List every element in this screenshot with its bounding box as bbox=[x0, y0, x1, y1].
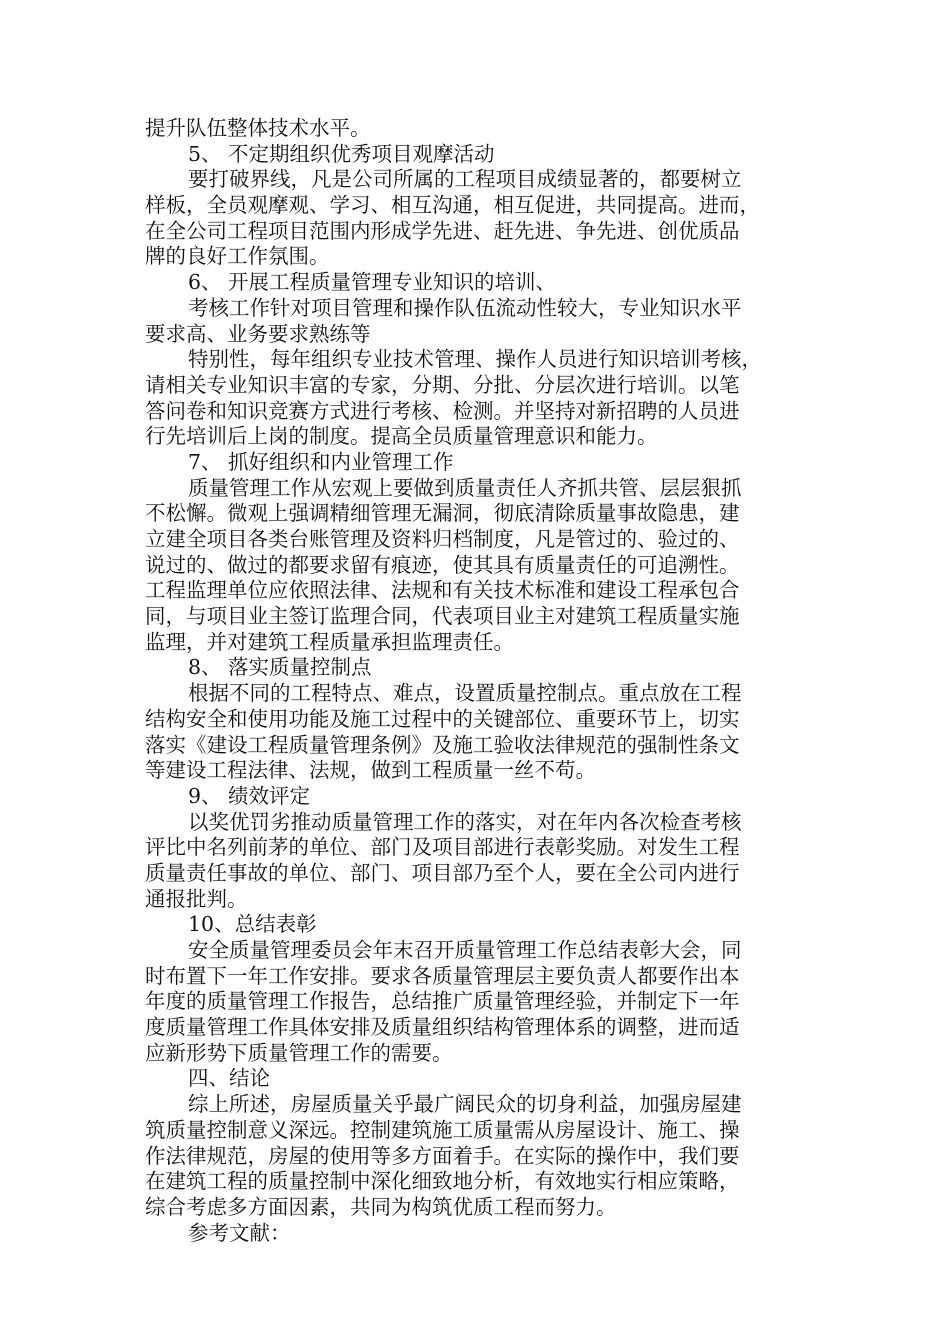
section-heading: 8、 落实质量控制点 bbox=[188, 655, 372, 680]
section-heading: 10、总结表彰 bbox=[188, 912, 317, 937]
section-heading: 四、结论 bbox=[188, 1066, 270, 1091]
text-line: 提升队伍整体技术水平。 bbox=[145, 116, 371, 140]
paragraph-line: 考核工作针对项目管理和操作队伍流动性较大，专业知识水平 bbox=[188, 295, 742, 320]
text-line: 监理，并对建筑工程质量承担监理责任。 bbox=[145, 629, 514, 654]
text-line: 样板，全员观摩观、学习、相互沟通，相互促进，共同提高。进而， bbox=[145, 193, 760, 218]
text-line: 年度的质量管理工作报告，总结推广质量管理经验，并制定下一年 bbox=[145, 989, 740, 1014]
text-line: 评比中名列前茅的单位、部门及项目部进行表彰奖励。对发生工程 bbox=[145, 835, 740, 860]
text-line: 结构安全和使用功能及施工过程中的关键部位、重要环节上，切实 bbox=[145, 706, 740, 731]
text-line: 通报批判。 bbox=[145, 886, 248, 911]
section-heading: 6、 开展工程质量管理专业知识的培训、 bbox=[188, 270, 557, 295]
paragraph-line: 特别性，每年组织专业技术管理、操作人员进行知识培训考核， bbox=[188, 347, 762, 372]
text-line: 作法律规范，房屋的使用等多方面着手。在实际的操作中，我们要 bbox=[145, 1143, 740, 1168]
text-line: 综合考虑多方面因素，共同为构筑优质工程而努力。 bbox=[145, 1194, 617, 1219]
text-line: 同，与项目业主签订监理合同，代表项目业主对建筑工程质量实施 bbox=[145, 604, 740, 629]
text-line: 筑质量控制意义深远。控制建筑施工质量需从房屋设计、施工、操 bbox=[145, 1117, 740, 1142]
text-line: 在全公司工程项目范围内形成学先进、赶先进、争先进、创优质品 bbox=[145, 218, 740, 243]
section-heading: 7、 抓好组织和内业管理工作 bbox=[188, 449, 454, 474]
document-page bbox=[145, 116, 805, 1246]
text-line: 牌的良好工作氛围。 bbox=[145, 244, 330, 269]
text-line: 答问卷和知识竞赛方式进行考核、检测。并坚持对新招聘的人员进 bbox=[145, 398, 740, 423]
text-line: 不松懈。微观上强调精细管理无漏洞，彻底清除质量事故隐患，建 bbox=[145, 501, 740, 526]
paragraph-line: 以奖优罚劣推动质量管理工作的落实，对在年内各次检查考核 bbox=[188, 809, 742, 834]
text-line: 请相关专业知识丰富的专家，分期、分批、分层次进行培训。以笔 bbox=[145, 372, 740, 397]
text-line: 工程监理单位应依照法律、法规和有关技术标准和建设工程承包合 bbox=[145, 578, 740, 603]
references-heading: 参考文献： bbox=[188, 1220, 291, 1245]
text-line: 度质量管理工作具体安排及质量组织结构管理体系的调整，进而适 bbox=[145, 1015, 740, 1040]
text-line: 质量责任事故的单位、部门、项目部乃至个人，要在全公司内进行 bbox=[145, 860, 740, 885]
paragraph-line: 综上所述，房屋质量关乎最广阔民众的切身利益，加强房屋建 bbox=[188, 1092, 742, 1117]
text-line: 说过的、做过的都要求留有痕迹，使其具有质量责任的可追溯性。 bbox=[145, 552, 740, 577]
text-line: 等建设工程法律、法规，做到工程质量一丝不苟。 bbox=[145, 758, 596, 783]
section-heading: 5、 不定期组织优秀项目观摩活动 bbox=[188, 141, 495, 166]
section-heading: 9、 绩效评定 bbox=[188, 783, 311, 808]
paragraph-line: 要打破界线，凡是公司所属的工程项目成绩显著的，都要树立 bbox=[188, 167, 742, 192]
text-line: 立建全项目各类台账管理及资料归档制度，凡是管过的、验过的、 bbox=[145, 527, 740, 551]
text-line: 落实《建设工程质量管理条例》及施工验收法律规范的强制性条文 bbox=[145, 732, 740, 757]
paragraph-line: 安全质量管理委员会年末召开质量管理工作总结表彰大会，同 bbox=[188, 938, 742, 962]
paragraph-line: 根据不同的工程特点、难点，设置质量控制点。重点放在工程 bbox=[188, 681, 742, 706]
paragraph-line: 质量管理工作从宏观上要做到质量责任人齐抓共管、层层狠抓 bbox=[188, 475, 742, 500]
text-line: 要求高、业务要求熟练等 bbox=[145, 321, 371, 346]
text-line: 时布置下一年工作安排。要求各质量管理层主要负责人都要作出本 bbox=[145, 963, 740, 988]
text-line: 行先培训后上岗的制度。提高全员质量管理意识和能力。 bbox=[145, 424, 658, 449]
text-line: 在建筑工程的质量控制中深化细致地分析，有效地实行相应策略， bbox=[145, 1169, 740, 1194]
text-line: 应新形势下质量管理工作的需要。 bbox=[145, 1040, 453, 1065]
